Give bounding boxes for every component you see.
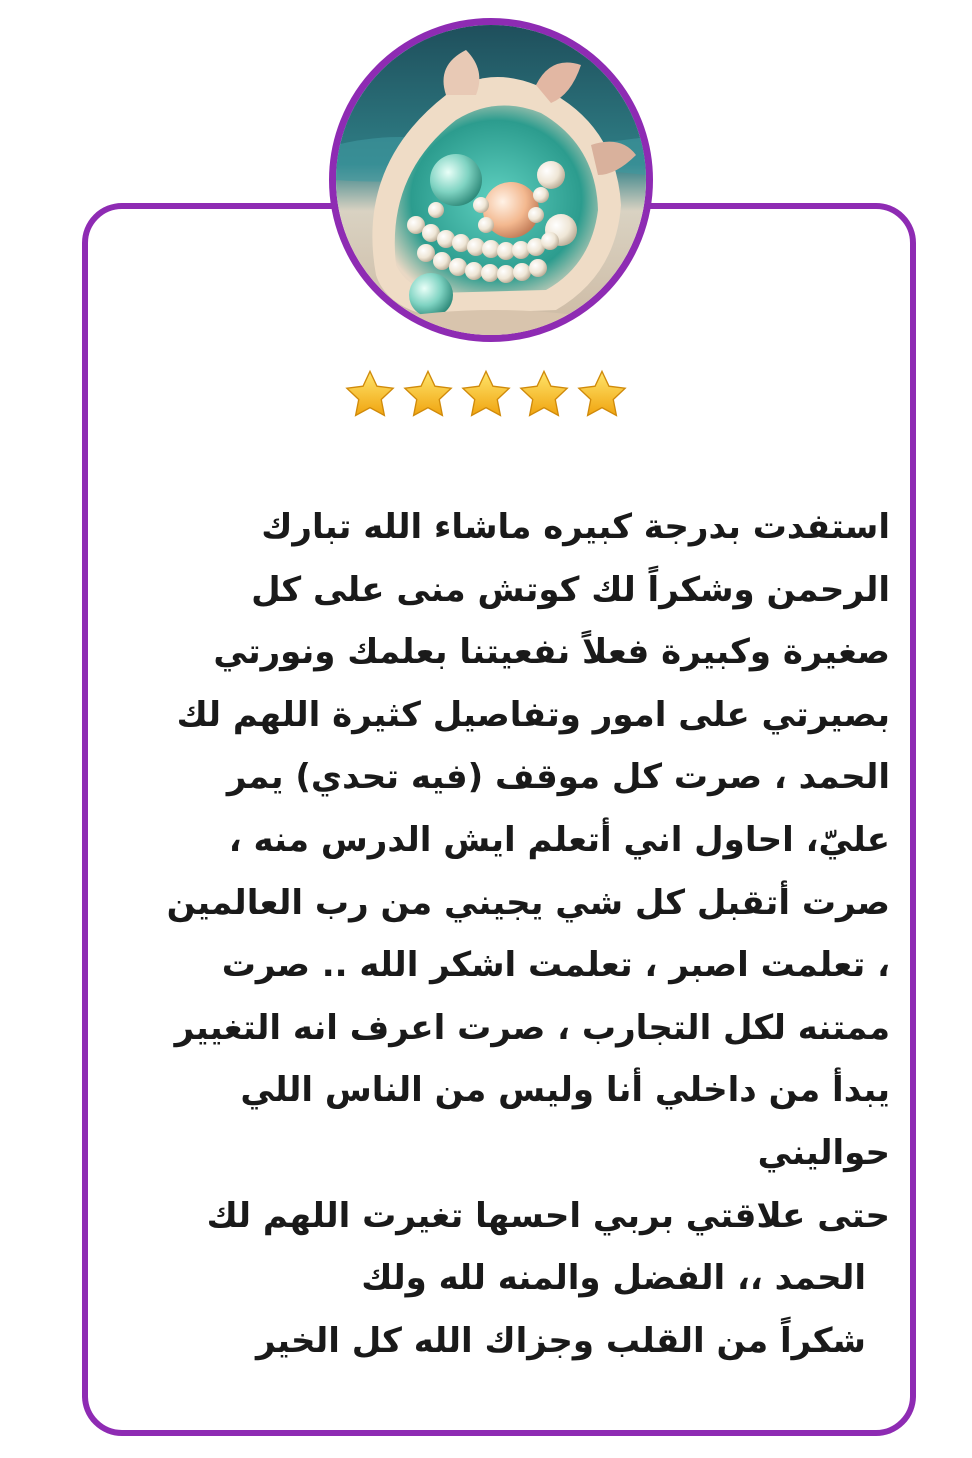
review-line: شكراً من القلب وجزاك الله كل الخير — [255, 1320, 866, 1361]
star-icon — [459, 368, 513, 422]
review-line: ممتنه لكل التجارب ، صرت اعرف انه التغيير — [174, 1007, 890, 1048]
star-icon — [575, 368, 629, 422]
review-line: صرت أتقبل كل شي يجيني من رب العالمين — [166, 882, 890, 923]
review-line: الحمد ،، الفضل والمنه لله ولك — [361, 1258, 866, 1299]
avatar — [329, 18, 653, 342]
review-line: حواليني — [757, 1132, 890, 1173]
star-icon — [401, 368, 455, 422]
pearl-shell-image — [336, 25, 646, 335]
review-line: حتى علاقتي بربي احسها تغيرت اللهم لك — [206, 1195, 890, 1236]
star-icon — [517, 368, 571, 422]
review-line: الرحمن وشكراً لك كوتش منى على كل — [251, 569, 890, 610]
review-line: استفدت بدرجة كبيره ماشاء الله تبارك — [261, 507, 890, 547]
rating-stars — [0, 368, 972, 428]
review-line: عليّ، احاول اني أتعلم ايش الدرس منه ، — [228, 819, 890, 860]
review-line: يبدأ من داخلي أنا وليس من الناس اللي — [240, 1070, 890, 1111]
review-line: الحمد ، صرت كل موقف (فيه تحدي) يمر — [226, 757, 890, 798]
star-icon — [343, 368, 397, 422]
review-line: بصيرتي على امور وتفاصيل كثيرة اللهم لك — [176, 694, 890, 735]
review-line: صغيرة وكبيرة فعلاً نفعيتنا بعلمك ونورتي — [213, 632, 890, 673]
review-text — [95, 496, 890, 1372]
review-line: ، تعلمت اصبر ، تعلمت اشكر الله .. صرت — [221, 945, 890, 986]
